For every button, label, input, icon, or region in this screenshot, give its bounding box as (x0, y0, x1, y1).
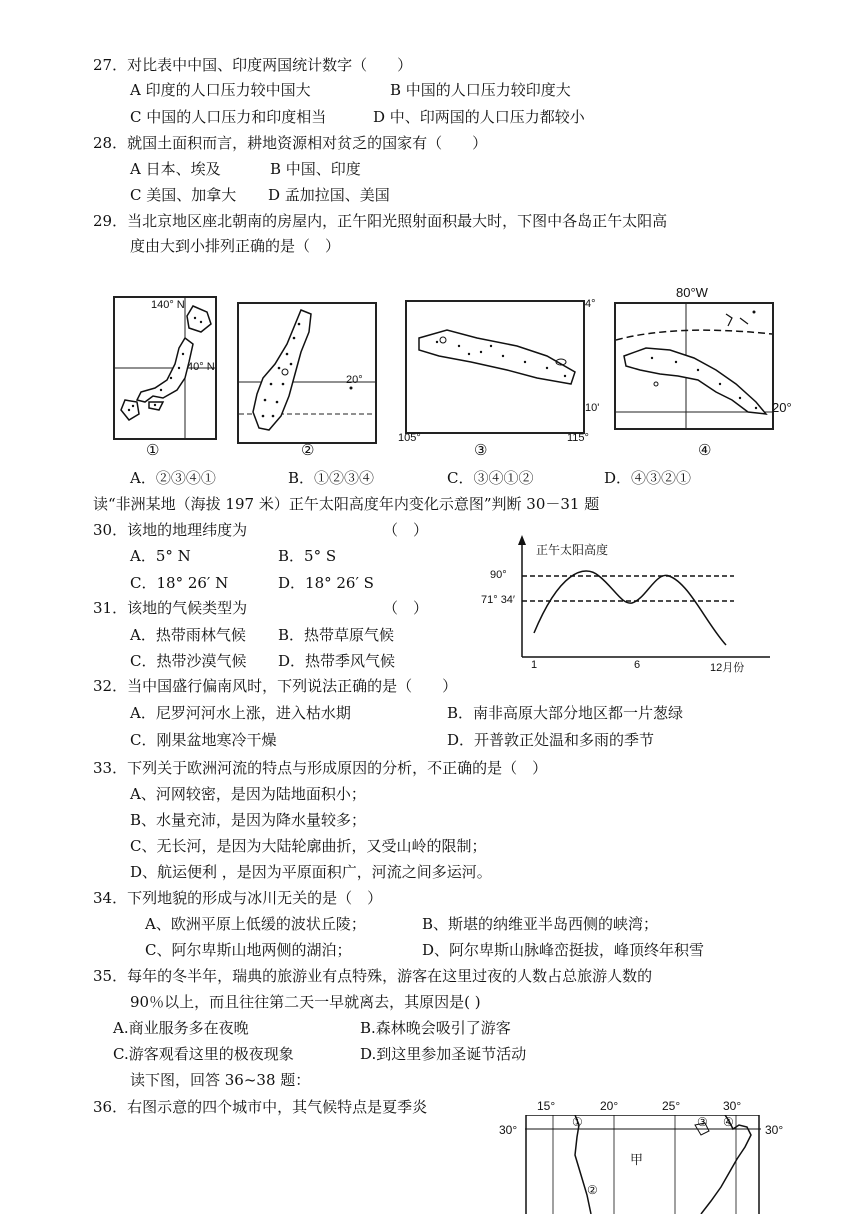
q31-option-a[interactable]: A．热带雨林气候 (130, 626, 246, 644)
sa-city-2: ② (587, 1183, 598, 1197)
map3-lon-left-label: 105° (398, 432, 421, 444)
q35-option-c[interactable]: C.游客观看这里的极夜现象 (113, 1045, 294, 1063)
map1-lon-label: 140° N (151, 299, 185, 311)
q30-option-a[interactable]: A．5° N (130, 547, 191, 565)
q28-option-d[interactable]: D 孟加拉国、美国 (268, 186, 390, 204)
q30-paren: （ ） (383, 521, 429, 539)
q27-option-b[interactable]: B 中国的人口压力较印度大 (390, 81, 571, 99)
map1-lat-label: 40° N (187, 361, 215, 373)
q30-stem: 30．该地的地理纬度为 (93, 521, 248, 539)
sa-lat-left: 30° (499, 1123, 518, 1137)
q34-option-c[interactable]: C、阿尔卑斯山地两侧的湖泊； (145, 941, 352, 959)
q29-option-a[interactable]: A．②③④① (130, 469, 216, 487)
map-madagascar (237, 302, 377, 444)
q30-option-b[interactable]: B．5° S (278, 547, 337, 565)
map1-number: ① (146, 441, 160, 459)
map4-lat-label: 20° (772, 400, 792, 415)
chart-y-tick-71: 71° 34′ (481, 594, 515, 606)
q33-option-d[interactable]: D、航运便利 ，是因为平原面积广，河流之间多运河。 (130, 863, 492, 881)
q31-option-d[interactable]: D．热带季风气候 (278, 652, 396, 670)
sun-altitude-chart (474, 533, 774, 673)
sa-region-jia: 甲 (630, 1152, 644, 1167)
q29-stem-line2: 度由大到小排列正确的是（ ） (130, 237, 341, 255)
map-java (405, 300, 585, 434)
map2-lat-label: 20° (346, 374, 363, 386)
map3-lat-top-label: 4° (585, 298, 596, 310)
q27-stem: 27．对比表中中国、印度两国统计数字（ ） (93, 56, 413, 74)
q29-option-d[interactable]: D．④③②① (604, 469, 692, 487)
q27-option-a[interactable]: A 印度的人口压力较中国大 (130, 81, 311, 99)
sa-lon-30: 30° (723, 1099, 742, 1113)
q28-option-b[interactable]: B 中国、印度 (270, 160, 361, 178)
sa-lon-15: 15° (537, 1099, 556, 1113)
sa-lon-25: 25° (662, 1099, 681, 1113)
q31-option-c[interactable]: C．热带沙漠气候 (130, 652, 247, 670)
q35-option-b[interactable]: B.森林晚会吸引了游客 (360, 1019, 511, 1037)
q32-option-c[interactable]: C．刚果盆地寒冷干燥 (130, 731, 277, 749)
q29-option-c[interactable]: C．③④①② (447, 469, 534, 487)
q28-stem: 28．就国土面积而言，耕地资源相对贫乏的国家有（ ） (93, 134, 488, 152)
sa-city-1: ① (572, 1115, 583, 1129)
intro-30-31: 读“非洲某地（海拔 197 米）正午太阳高度年内变化示意图”判断 30－31 题 (93, 495, 600, 513)
q34-option-a[interactable]: A、欧洲平原上低缓的波状丘陵； (145, 915, 366, 933)
q30-option-d[interactable]: D．18° 26′ S (278, 574, 374, 592)
chart-x-tick-6: 6 (634, 659, 641, 671)
q35-stem-line2: 90％以上，而且往往第二天一早就离去，其原因是( ) (130, 993, 481, 1011)
q36-stem: 36．右图示意的四个城市中，其气候特点是夏季炎 (93, 1098, 428, 1116)
southern-africa-map (525, 1115, 761, 1214)
q28-option-a[interactable]: A 日本、埃及 (130, 160, 221, 178)
q29-option-b[interactable]: B．①②③④ (288, 469, 375, 487)
map-cuba (614, 302, 774, 430)
q29-stem-line1: 29．当北京地区座北朝南的房屋内，正午阳光照射面积最大时，下图中各岛正午太阳高 (93, 212, 668, 230)
q33-option-b[interactable]: B、水量充沛，是因为降水量较多； (130, 811, 367, 829)
map3-lon-right-label: 115° (567, 432, 589, 444)
q33-stem: 33．下列关于欧洲河流的特点与形成原因的分析，不正确的是（ ） (93, 759, 548, 777)
chart-x-tick-12: 12月份 (710, 662, 745, 674)
q28-option-c[interactable]: C 美国、加拿大 (130, 186, 237, 204)
q31-stem: 31．该地的气候类型为 (93, 599, 248, 617)
sa-city-4: ④ (723, 1115, 734, 1129)
q35-option-d[interactable]: D.到这里参加圣诞节活动 (360, 1045, 527, 1063)
q35-stem-line1: 35．每年的冬半年，瑞典的旅游业有点特殊，游客在这里过夜的人数占总旅游人数的 (93, 967, 653, 985)
q32-option-a[interactable]: A．尼罗河河水上涨，进入枯水期 (130, 704, 351, 722)
q31-paren: （ ） (383, 599, 429, 617)
q32-option-d[interactable]: D．开普敦正处温和多雨的季节 (447, 731, 655, 749)
intro-36-38: 读下图，回答 36~38 题： (130, 1071, 311, 1089)
q33-option-c[interactable]: C、无长河，是因为大陆轮廓曲折，又受山岭的限制； (130, 837, 487, 855)
q31-option-b[interactable]: B．热带草原气候 (278, 626, 395, 644)
chart-y-axis-label: 正午太阳高度 (536, 543, 609, 557)
chart-x-tick-1: 1 (531, 659, 538, 671)
map3-number: ③ (474, 441, 488, 459)
q34-option-d[interactable]: D、阿尔卑斯山脉峰峦挺拔，峰顶终年积雪 (422, 941, 705, 959)
q30-option-c[interactable]: C．18° 26′ N (130, 574, 229, 592)
map4-lon-label: 80°W (676, 285, 708, 300)
map-japan (113, 296, 217, 440)
map2-number: ② (301, 441, 315, 459)
q34-option-b[interactable]: B、斯堪的纳维亚半岛西侧的峡湾； (422, 915, 659, 933)
q35-option-a[interactable]: A.商业服务多在夜晚 (113, 1019, 249, 1037)
chart-y-tick-90: 90° (490, 569, 507, 581)
sa-city-3: ③ (697, 1115, 708, 1129)
q32-option-b[interactable]: B．南非高原大部分地区都一片葱绿 (447, 704, 684, 722)
q27-option-d[interactable]: D 中、印两国的人口压力都较小 (373, 108, 585, 126)
sa-lat-right: 30° (765, 1123, 784, 1137)
q33-option-a[interactable]: A、河网较密，是因为陆地面积小； (130, 785, 366, 803)
sa-lon-20: 20° (600, 1099, 619, 1113)
q27-option-c[interactable]: C 中国的人口压力和印度相当 (130, 108, 327, 126)
map4-number: ④ (698, 441, 712, 459)
q32-stem: 32．当中国盛行偏南风时，下列说法正确的是（ ） (93, 677, 458, 695)
map3-lat-bottom-label: 10' (585, 402, 600, 414)
q34-stem: 34．下列地貌的形成与冰川无关的是（ ） (93, 889, 383, 907)
